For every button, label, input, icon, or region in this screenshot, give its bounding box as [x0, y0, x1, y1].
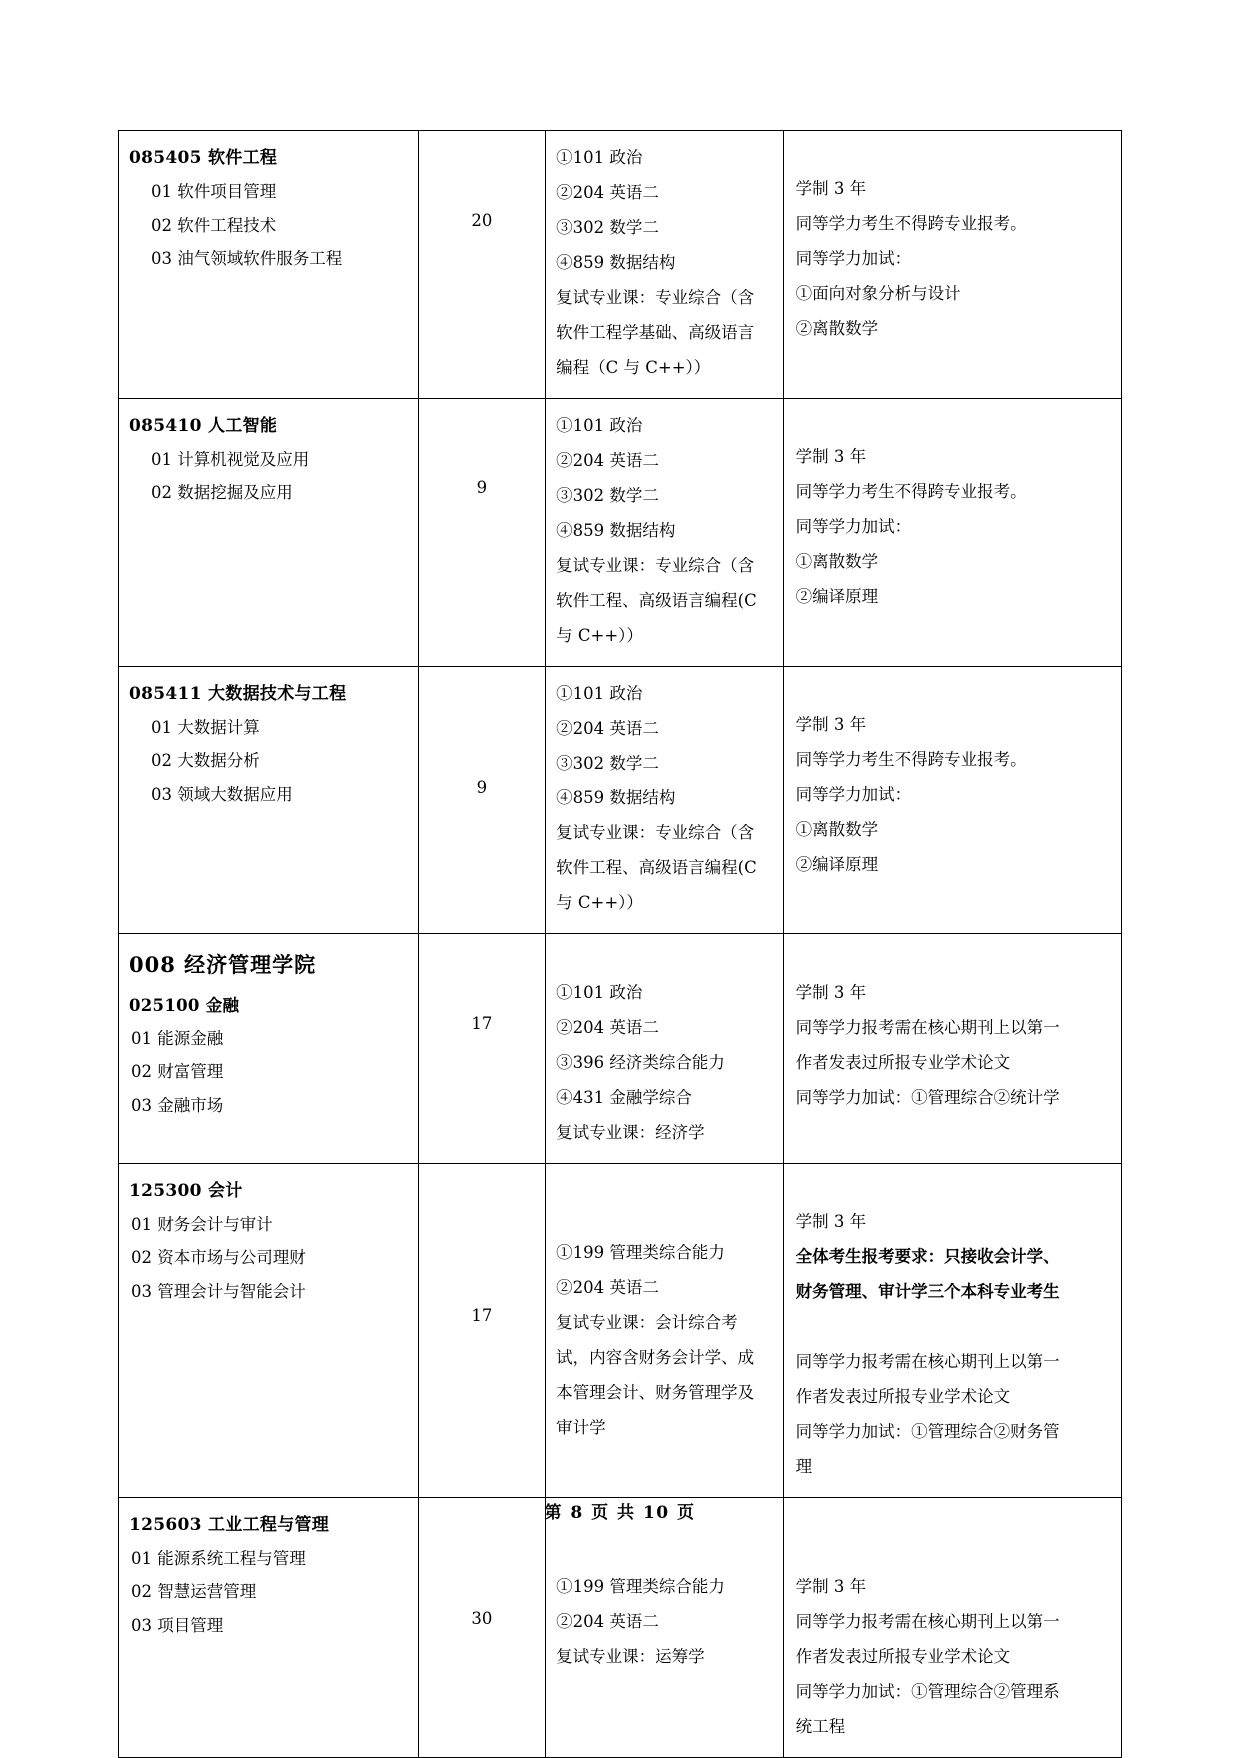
- remark-line: 同等学力报考需在核心期刊上以第一: [795, 1017, 1060, 1037]
- remark-line-bold: 财务管理、审计学三个本科专业考生: [795, 1281, 1060, 1301]
- major-cell: [119, 131, 419, 399]
- major-title: 125603 工业工程与管理: [129, 1514, 330, 1535]
- remark-line: ①离散数学: [795, 819, 879, 839]
- remark-line: 学制 3 年: [795, 714, 867, 734]
- table-row: [119, 1163, 1122, 1497]
- remark-line: 学制 3 年: [795, 179, 867, 199]
- exam-subject: 与 C++））: [556, 893, 643, 913]
- research-direction: 03 项目管理: [131, 1615, 224, 1635]
- research-direction: 03 油气领域软件服务工程: [151, 248, 343, 268]
- research-direction: 02 资本市场与公司理财: [131, 1248, 306, 1268]
- research-direction: 03 领域大数据应用: [151, 784, 293, 804]
- research-direction: 02 财富管理: [131, 1062, 224, 1082]
- remark-line: 同等学力考生不得跨专业报考。: [795, 749, 1027, 769]
- exam-subject: ①101 政治: [556, 982, 643, 1002]
- exam-subjects-cell: [546, 398, 783, 666]
- quota-value: 17: [471, 1014, 493, 1034]
- quota-cell: [418, 934, 546, 1163]
- exam-subject: ③302 数学二: [556, 753, 659, 773]
- exam-subject: 复试专业课：专业综合（含: [556, 555, 755, 575]
- exam-subject: ①101 政治: [556, 415, 643, 435]
- table-row: [119, 1497, 1122, 1758]
- table-row: [119, 131, 1122, 399]
- remarks-cell: [783, 1497, 1121, 1758]
- exam-subjects-cell: [546, 131, 783, 399]
- exam-subject: 审计学: [556, 1418, 606, 1438]
- exam-subject: ③302 数学二: [556, 217, 659, 237]
- major-title: 085410 人工智能: [129, 415, 278, 436]
- research-direction: 01 财务会计与审计: [131, 1214, 273, 1234]
- remark-line: 理: [795, 1456, 813, 1476]
- remark-line: 同等学力加试：: [795, 784, 912, 804]
- exam-subject: ④859 数据结构: [556, 788, 676, 808]
- remark-line: 同等学力加试：①管理综合②统计学: [795, 1087, 1060, 1107]
- remark-line: 作者发表过所报专业学术论文: [795, 1386, 1011, 1406]
- research-direction: 01 能源金融: [131, 1029, 224, 1049]
- research-direction: 03 金融市场: [131, 1095, 224, 1115]
- quota-cell: [418, 1163, 546, 1497]
- college-title: 008 经济管理学院: [129, 952, 317, 978]
- remark-line: ①面向对象分析与设计: [795, 284, 961, 304]
- major-cell: [119, 1497, 419, 1758]
- remark-line: 同等学力加试：: [795, 249, 912, 269]
- research-direction: 02 数据挖掘及应用: [151, 483, 293, 503]
- quota-cell: [418, 398, 546, 666]
- research-direction: 02 智慧运营管理: [131, 1582, 257, 1602]
- remark-line: 学制 3 年: [795, 447, 867, 467]
- exam-subject: ③302 数学二: [556, 485, 659, 505]
- exam-subjects-cell: [546, 666, 783, 934]
- remark-line: 同等学力加试：①管理综合②管理系: [795, 1682, 1060, 1702]
- quota-value: 9: [476, 777, 488, 797]
- exam-subject: ②204 英语二: [556, 182, 659, 202]
- major-title: 085405 软件工程: [129, 148, 278, 168]
- exam-subjects-cell: [546, 1497, 783, 1758]
- research-direction: 01 能源系统工程与管理: [131, 1548, 306, 1568]
- table-row: [119, 666, 1122, 934]
- exam-subject: 复试专业课：专业综合（含: [556, 823, 755, 843]
- exam-subjects-cell: [546, 1163, 783, 1497]
- exam-subject: ④859 数据结构: [556, 252, 676, 272]
- quota-cell: [418, 666, 546, 934]
- research-direction: 02 大数据分析: [151, 751, 260, 771]
- major-title: 025100 金融: [129, 995, 240, 1015]
- exam-subject: 复试专业课：运筹学: [556, 1647, 705, 1667]
- quota-value: 9: [476, 478, 488, 498]
- exam-subject: ④431 金融学综合: [556, 1087, 692, 1107]
- research-direction: 01 软件项目管理: [151, 182, 277, 202]
- exam-subject: 软件工程学基础、高级语言: [556, 322, 755, 342]
- remark-line: 同等学力考生不得跨专业报考。: [795, 214, 1027, 234]
- remarks-cell: [783, 666, 1121, 934]
- major-title: 125300 会计: [129, 1180, 243, 1201]
- remark-line: ②编译原理: [795, 587, 879, 606]
- research-direction: 01 大数据计算: [151, 717, 260, 737]
- remark-line: 作者发表过所报专业学术论文: [795, 1052, 1011, 1072]
- quota-value: 30: [471, 1608, 493, 1628]
- exam-subjects-cell: [546, 934, 783, 1163]
- exam-subject: ②204 英语二: [556, 1612, 659, 1632]
- remark-line: ②离散数学: [795, 319, 879, 339]
- remarks-cell: [783, 131, 1121, 399]
- remark-line: 同等学力加试：①管理综合②财务管: [795, 1421, 1060, 1441]
- major-cell: [119, 398, 419, 666]
- exam-subject: 本管理会计、财务管理学及: [556, 1383, 755, 1403]
- remark-line: 学制 3 年: [795, 1577, 867, 1597]
- exam-subject: 复试专业课：专业综合（含: [556, 287, 755, 307]
- remark-line: 同等学力加试：: [795, 517, 912, 537]
- major-cell: [119, 934, 419, 1163]
- exam-subject: ③396 经济类综合能力: [556, 1052, 725, 1072]
- exam-subject: 软件工程、高级语言编程(C: [556, 858, 757, 878]
- quota-value: 20: [471, 210, 493, 230]
- quota-value: 17: [471, 1305, 493, 1325]
- page-footer: 第 8 页 共 10 页: [544, 1503, 696, 1523]
- quota-cell: [418, 131, 546, 399]
- exam-subject: 编程（C 与 C++））: [556, 357, 711, 377]
- remark-line: 同等学力报考需在核心期刊上以第一: [795, 1612, 1060, 1632]
- remark-line: 同等学力考生不得跨专业报考。: [795, 482, 1027, 502]
- research-direction: 02 软件工程技术: [151, 215, 277, 235]
- remark-line: 学制 3 年: [795, 1211, 867, 1231]
- research-direction: 01 计算机视觉及应用: [151, 450, 310, 470]
- remarks-cell: [783, 398, 1121, 666]
- major-title: 085411 大数据技术与工程: [129, 683, 347, 704]
- remark-line: 同等学力报考需在核心期刊上以第一: [795, 1351, 1060, 1371]
- remark-line-bold: 全体考生报考要求：只接收会计学、: [795, 1246, 1060, 1266]
- major-cell: [119, 1163, 419, 1497]
- exam-subject: ④859 数据结构: [556, 520, 676, 540]
- remark-line: ①离散数学: [795, 552, 879, 572]
- exam-subject: 试，内容含财务会计学、成: [556, 1348, 755, 1368]
- research-direction: 03 管理会计与智能会计: [131, 1281, 306, 1301]
- quota-cell: [418, 1497, 546, 1758]
- remark-line: 统工程: [795, 1717, 846, 1737]
- remarks-cell: [783, 1163, 1121, 1497]
- remarks-cell: [783, 934, 1121, 1163]
- remark-line: ②编译原理: [795, 854, 879, 874]
- exam-subject: 与 C++））: [556, 625, 643, 645]
- remark-line-blank: [796, 1310, 1111, 1345]
- exam-subject: ①199 管理类综合能力: [556, 1577, 725, 1597]
- exam-subject: ②204 英语二: [556, 1017, 659, 1037]
- exam-subject: 复试专业课：经济学: [556, 1122, 705, 1142]
- remark-line: 作者发表过所报专业学术论文: [795, 1647, 1011, 1667]
- exam-subject: ②204 英语二: [556, 1278, 659, 1298]
- exam-subject: ①101 政治: [556, 683, 643, 703]
- exam-subject: ②204 英语二: [556, 718, 659, 738]
- remark-line: 学制 3 年: [795, 982, 867, 1002]
- exam-subject: 复试专业课：会计综合考: [556, 1313, 738, 1333]
- table-row: [119, 934, 1122, 1163]
- exam-subject: ①199 管理类综合能力: [556, 1243, 725, 1263]
- exam-subject: ②204 英语二: [556, 450, 659, 470]
- major-cell: [119, 666, 419, 934]
- exam-subject: ①101 政治: [556, 148, 643, 167]
- table-row: [119, 398, 1122, 666]
- exam-subject: 软件工程、高级语言编程(C: [556, 590, 757, 610]
